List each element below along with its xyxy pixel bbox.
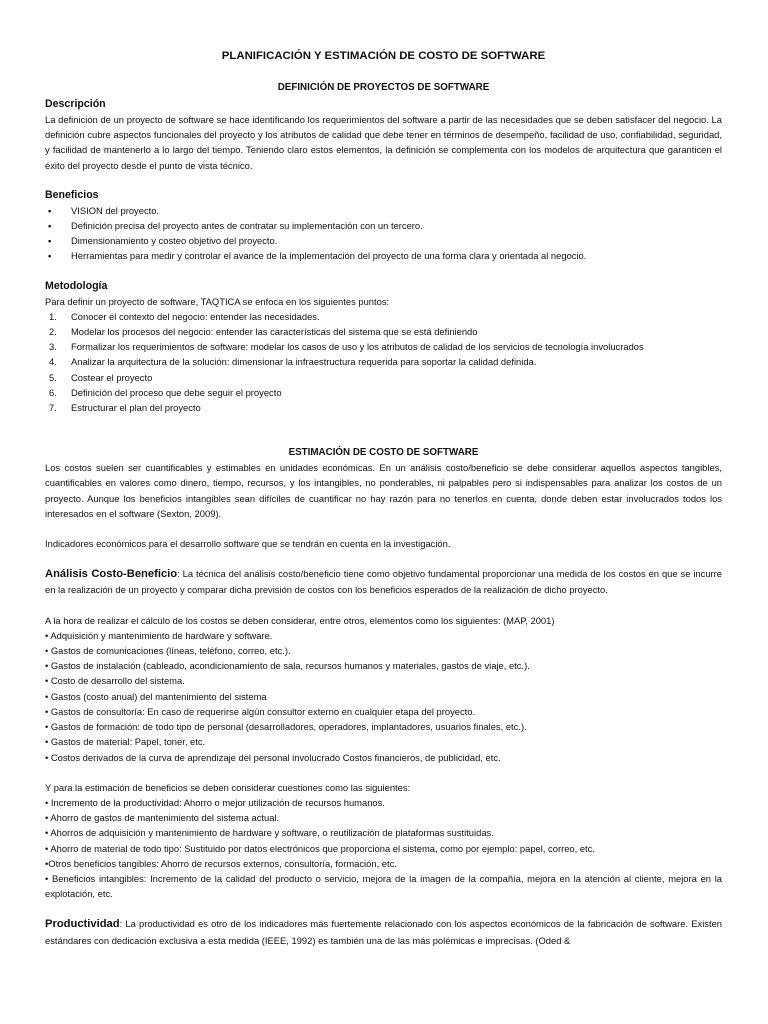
section-title-estimacion: ESTIMACIÓN DE COSTO DE SOFTWARE <box>288 447 479 459</box>
heading-metodologia: Metodología <box>45 279 108 292</box>
list-item: 2. Modelar los procesos del negocio: entender las características del sistema que se está definiendo <box>49 326 478 338</box>
list-item: • Gastos de comunicaciones (líneas, teléfono, correo, etc.). <box>45 645 291 657</box>
beneficios-list <box>45 203 722 264</box>
list-item: • Gastos (costo anual) del mantenimiento del sistema <box>45 690 267 702</box>
analisis-label: Análisis Costo-Beneficio <box>45 568 178 581</box>
list-item: • Herramientas para medir y controlar el avance de la implementación del proyecto de una forma clara y orientada al negocio. <box>45 248 722 263</box>
list-item: • Costos derivados de la curva de aprendizaje del personal involucrado Costos financieros, de publicidad, etc. <box>45 751 501 763</box>
bullet-icon: • <box>48 250 52 262</box>
beneficios-estimacion-intro: Y para la estimación de beneficios se deben considerar cuestiones como las siguientes: <box>45 781 411 793</box>
descripcion-paragraph: La definición de un proyecto de software se hace identificando los requerimientos del software a partir de las necesidades que se deben satisfacer del negocio. La definición cubre aspectos funcionales del proyecto y los atributos de calidad que debe tener en términos de desempeño, facilidad de uso, confiabilidad, seguridad, y facilidad de mantenerlo a lo largo del tiempo. Teniendo claro estos elementos, la definición se complementa con los modelos de arquitectura que garanticen el éxito del proyecto desde el punto de vista técnico. <box>45 114 722 171</box>
list-item: 5. Costear el proyecto <box>49 371 153 383</box>
metodologia-intro: Para definir un proyecto de software, TAQTICA se enfoca en los siguientes puntos: <box>45 295 390 307</box>
indicadores-paragraph: Indicadores económicos para el desarrollo software que se tendrán en cuenta en la investigación. <box>45 538 451 550</box>
list-item: • Ahorro de gastos de mantenimiento del sistema actual. <box>45 812 280 824</box>
list-item: 6. Definición del proceso que debe seguir el proyecto <box>49 386 282 398</box>
list-item: • Adquisición y mantenimiento de hardware y software. <box>45 629 273 641</box>
bullet-icon: • <box>48 204 52 216</box>
heading-descripcion: Descripción <box>45 98 106 110</box>
list-item: 4. Analizar la arquitectura de la solución: dimensionar la infraestructura requerida para soportar la calidad definida. <box>49 356 537 368</box>
list-item: 7. Estructurar el plan del proyecto <box>49 402 201 414</box>
analisis-paragraph <box>45 566 722 597</box>
heading-beneficios: Beneficios <box>45 188 99 201</box>
document-page <box>45 46 722 948</box>
list-item: • Dimensionamiento y costeo objetivo del proyecto. <box>45 233 722 248</box>
document-title: PLANIFICACIÓN Y ESTIMACIÓN DE COSTO DE SOFTWARE <box>221 50 546 62</box>
productividad-label: Productividad <box>45 918 120 931</box>
productividad-text: : La productividad es otro de los indicadores más fuertemente relacionado con los aspectos económicos de la fabricación de software. Existen estándares con dedicación exclusiva a esta medida (IEEE, 1992) es también una de las más polémicas e imprecisas. (Oded & <box>45 918 722 946</box>
costos-paragraph: Los costos suelen ser cuantificables y estimables en unidades económicas. En un análisis costo/beneficio se debe considerar aquellos aspectos tangibles, cuantificables en valores como dinero, tiempo, recursos, y los intangibles, no ponderables, ni palpables pero si indispensables para analizar los costos de un proyecto. Aunque los beneficios intangibles sean difíciles de cuantificar no hay razón para no tenerlos en cuenta, donde deben estar involucrados todos los interesados en el software (Sexton, 2009). <box>45 462 722 519</box>
list-item: • Gastos de instalación (cableado, acondicionamiento de sala, recursos humanos y materiales, gastos de viaje, etc.). <box>45 660 530 672</box>
list-item: • Definición precisa del proyecto antes de contratar su implementación con un tercero. <box>45 218 722 233</box>
calculo-intro: A la hora de realizar el cálculo de los costos se deben considerar, entre otros, elementos como los siguientes: (MAP, 2001) <box>45 614 555 626</box>
list-item: • Ahorros de adquisición y mantenimiento de hardware y software, o reutilización de plataformas sustituidas. <box>45 827 494 839</box>
list-item: • Gastos de formación: de todo tipo de personal (desarrolladores, operadores, implantadores, usuarios finales, etc.). <box>45 721 527 733</box>
productividad-paragraph <box>45 916 722 947</box>
list-item: • VISION del proyecto. <box>45 203 722 218</box>
list-item: • Gastos de consultoría: En caso de requerirse algún consultor externo en cualquier etapa del proyecto. <box>45 705 476 717</box>
list-item: • Costo de desarrollo del sistema. <box>45 675 185 687</box>
list-item: • Incremento de la productividad: Ahorro o mejor utilización de recursos humanos. <box>45 796 385 808</box>
beneficios-estimacion-list <box>45 795 722 901</box>
metodologia-list <box>45 309 722 415</box>
list-item: • Beneficios intangibles: Incremento de la calidad del producto o servicio, mejora de la imagen de la compañía, mejora en la atención al cliente, mejora en la explotación, etc. <box>45 872 722 900</box>
list-item: 3. Formalizar los requerimientos de software: modelar los casos de uso y los atributos de calidad de los servicios de tecnología involucrados <box>49 341 644 353</box>
section-title-definicion: DEFINICIÓN DE PROYECTOS DE SOFTWARE <box>277 82 490 93</box>
calculo-list <box>45 628 722 765</box>
list-item: •Otros beneficios tangibles: Ahorro de recursos externos, consultoría, formación, etc. <box>45 857 397 869</box>
bullet-icon: • <box>48 235 52 247</box>
list-item: • Gastos de material: Papel, toner, etc. <box>45 736 206 748</box>
list-item: • Ahorro de material de todo tipo: Sustituido por datos electrónicos que proporciona el sistema, como por ejemplo: papel, correo, etc. <box>45 842 595 854</box>
list-item: 1. Conocer el contexto del negocio: entender las necesidades. <box>49 310 320 322</box>
analisis-text: : La técnica del análisis costo/beneficio tiene como objetivo fundamental proporcionar una medida de los costos en que se incurre en la realización de un proyecto y comparar dicha previsión de costos con los beneficios esperados de la realización de dicho proyecto. <box>45 568 722 596</box>
bullet-icon: • <box>48 220 52 232</box>
